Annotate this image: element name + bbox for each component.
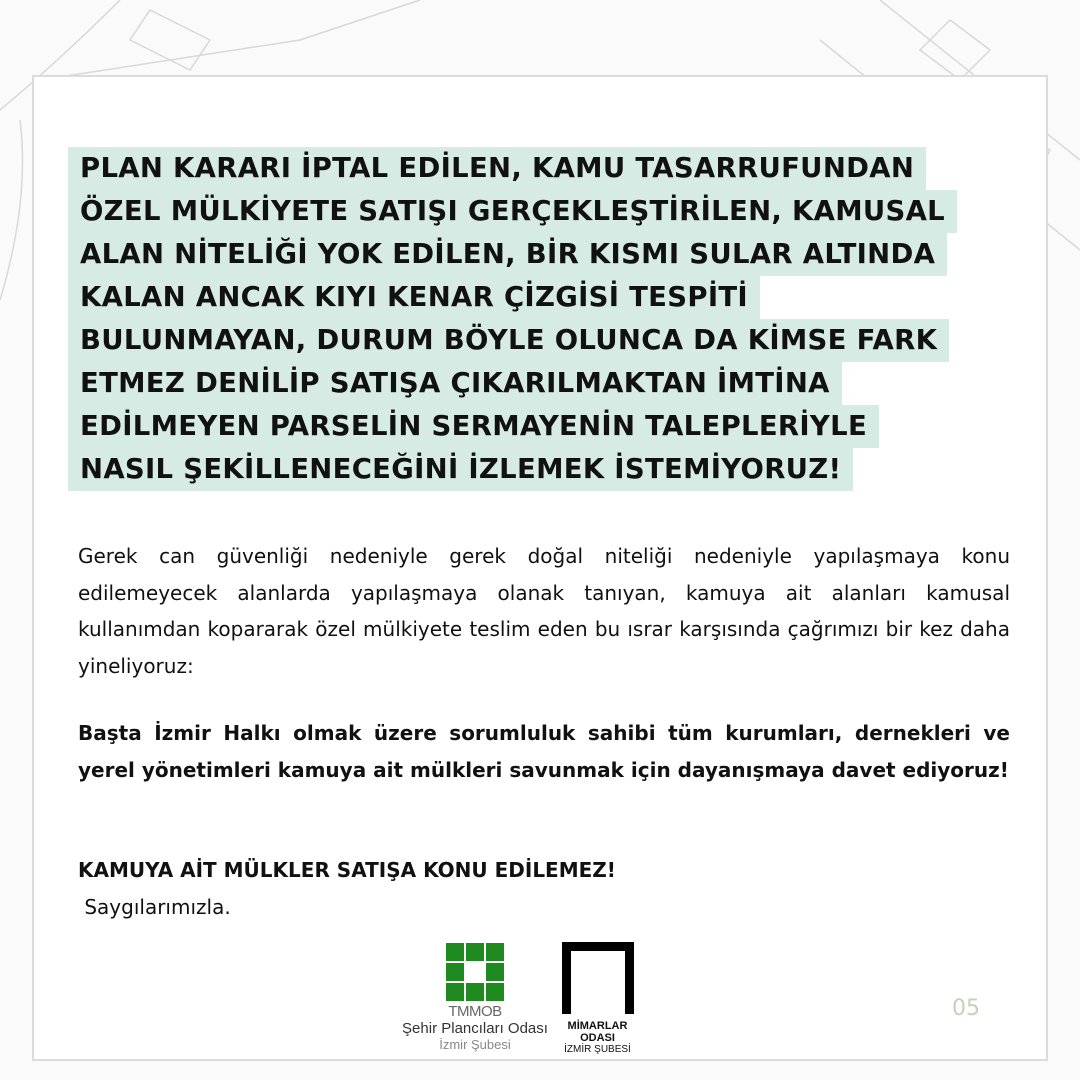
headline-line: BULUNMAYAN, DURUM BÖYLE OLUNCA DA KİMSE FARK	[68, 319, 949, 362]
headline-line: PLAN KARARI İPTAL EDİLEN, KAMU TASARRUFUNDAN	[68, 147, 926, 190]
headline-line: EDİLMEYEN PARSELİN SERMAYENİN TALEPLERİYLE	[68, 405, 879, 448]
headline-line: NASIL ŞEKİLLENECEĞİNİ İZLEMEK İSTEMİYORUZ!	[68, 448, 853, 491]
mo-logo	[550, 942, 645, 1055]
slogan: KAMUYA AİT MÜLKLER SATIŞA KONU EDİLEMEZ!	[78, 858, 616, 882]
body-paragraph: Gerek can güvenliği nedeniyle gerek doğal niteliği nedeniyle yapılaşmaya konu edilemeyecek alanlarda yapılaşmaya olanak tanıyan, kamuya ait alanları kamusal kullanımdan kopararak özel mülkiyete teslim eden bu ısrar karşısında çağrımızı bir kez daha yineliyoruz:	[78, 544, 1010, 678]
headline-line: ÖZEL MÜLKİYETE SATIŞI GERÇEKLEŞTİRİLEN, KAMUSAL	[68, 190, 957, 233]
spo-logo-line: Şehir Plancıları Odası	[402, 1020, 548, 1037]
headline-line: KALAN ANCAK KIYI KENAR ÇİZGİSİ TESPİTİ	[68, 276, 760, 319]
mo-logo-line: MİMARLAR ODASI	[567, 1020, 628, 1044]
spo-logo-line: TMMOB	[448, 1003, 502, 1020]
headline-line: ETMEZ DENİLİP SATIŞA ÇIKARILMAKTAN İMTİNA	[68, 362, 842, 405]
headline-line: ALAN NİTELİĞİ YOK EDİLEN, BİR KISMI SULAR ALTINDA	[68, 233, 947, 276]
closing	[78, 889, 1010, 926]
spo-logo-line: İzmir Şubesi	[439, 1037, 511, 1052]
call-paragraph: Başta İzmir Halkı olmak üzere sorumluluk sahibi tüm kurumları, dernekleri ve yerel yönetimleri kamuya ait mülkleri savunmak için dayanışmaya davet ediyoruz!	[78, 721, 1010, 782]
spo-logo-mark	[446, 943, 504, 1001]
mo-logo-mark	[562, 942, 634, 1014]
closing-text: Saygılarımızla.	[84, 895, 231, 919]
page-number: 05	[952, 996, 980, 1021]
headline	[68, 147, 1008, 491]
mo-logo-line: İZMİR ŞUBESİ	[564, 1044, 631, 1055]
spo-logo	[402, 943, 548, 1052]
